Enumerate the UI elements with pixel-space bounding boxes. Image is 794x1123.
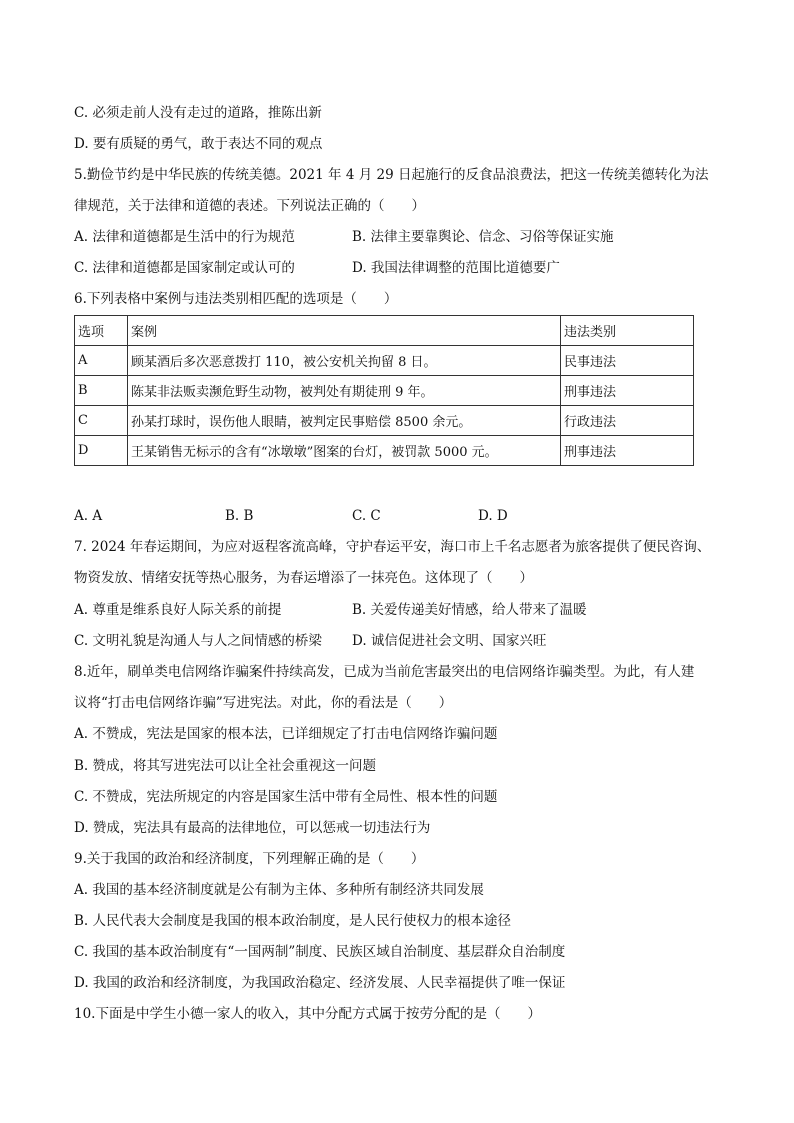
- table-header-cell: 违法类别: [561, 316, 694, 346]
- q5-option-a: A. 法律和道德都是生活中的行为规范: [74, 229, 295, 245]
- q6-options-row: [74, 506, 724, 526]
- table-header-row: [75, 316, 694, 346]
- q5-option-b: B. 法律主要靠舆论、信念、习俗等保证实施: [352, 229, 614, 245]
- table-header-cell: 案例: [128, 316, 561, 346]
- q9-option-a: A. 我国的基本经济制度就是公有制为主体、多种所有制经济共同发展: [74, 882, 484, 898]
- q4-option-d: D. 要有质疑的勇气，敢于表达不同的观点: [74, 136, 323, 152]
- q5-options-row-1: [74, 227, 724, 247]
- q6-case-table: [74, 315, 694, 466]
- q5-stem-line-1: 5.勤俭节约是中华民族的传统美德。2021 年 4 月 29 日起施行的反食品浪费法，把这一传统美德转化为法: [74, 167, 709, 183]
- q6-option-c: C. C: [352, 508, 381, 524]
- table-row: [75, 376, 694, 406]
- q10-stem: 10.下面是中学生小德一家人的收入，其中分配方式属于按劳分配的是（ ）: [74, 1006, 541, 1022]
- table-cell-case: 顾某酒后多次恶意拨打 110，被公安机关拘留 8 日。: [128, 346, 561, 376]
- q6-option-b: B. B: [225, 508, 254, 524]
- q8-stem-line-2: 议将“打击电信网络诈骗”写进宪法。对此，你的看法是（ ）: [74, 695, 453, 711]
- table-cell-category: 行政违法: [561, 406, 694, 436]
- q7-stem-line-1: 7. 2024 年春运期间，为应对返程客流高峰，守护春运平安，海口市上千名志愿者为旅客提供了便民咨询、: [74, 539, 711, 555]
- q7-option-a: A. 尊重是维系良好人际关系的前提: [74, 602, 282, 618]
- q5-options-row-2: [74, 258, 724, 278]
- table-cell-case: 陈某非法贩卖濒危野生动物，被判处有期徒刑 9 年。: [128, 376, 561, 406]
- q9-option-d: D. 我国的政治和经济制度，为我国政治稳定、经济发展、人民幸福提供了唯一保证: [74, 975, 566, 991]
- table-cell-option: A: [75, 346, 128, 376]
- q8-option-d: D. 赞成，宪法具有最高的法律地位，可以惩戒一切违法行为: [74, 820, 431, 836]
- q8-option-c: C. 不赞成，宪法所规定的内容是国家生活中带有全局性、根本性的问题: [74, 789, 498, 805]
- table-row: [75, 436, 694, 466]
- q7-option-c: C. 文明礼貌是沟通人与人之间情感的桥梁: [74, 633, 322, 649]
- q9-stem: 9.关于我国的政治和经济制度，下列理解正确的是（ ）: [74, 851, 425, 867]
- table-row: [75, 346, 694, 376]
- table-header-cell: 选项: [75, 316, 128, 346]
- table-row: [75, 406, 694, 436]
- table-cell-case: 王某销售无标示的含有“冰墩墩”图案的台灯，被罚款 5000 元。: [128, 436, 561, 466]
- q5-option-d: D. 我国法律调整的范围比道德要广: [352, 260, 560, 276]
- table-cell-option: C: [75, 406, 128, 436]
- table-cell-option: B: [75, 376, 128, 406]
- q5-stem-line-2: 律规范，关于法律和道德的表述。下列说法正确的（ ）: [74, 198, 425, 214]
- q7-options-row-2: [74, 631, 724, 651]
- q9-option-b: B. 人民代表大会制度是我国的根本政治制度，是人民行使权力的根本途径: [74, 913, 512, 929]
- q6-stem: 6.下列表格中案例与违法类别相匹配的选项是（ ）: [74, 291, 398, 307]
- table-cell-option: D: [75, 436, 128, 466]
- table-cell-category: 刑事违法: [561, 376, 694, 406]
- table-cell-case: 孙某打球时，误伤他人眼睛，被判定民事赔偿 8500 余元。: [128, 406, 561, 436]
- q7-options-row-1: [74, 600, 724, 620]
- q6-option-d: D. D: [478, 508, 508, 524]
- table-cell-category: 民事违法: [561, 346, 694, 376]
- q5-option-c: C. 法律和道德都是国家制定或认可的: [74, 260, 295, 276]
- q8-option-b: B. 赞成，将其写进宪法可以让全社会重视这一问题: [74, 758, 377, 774]
- q7-stem-line-2: 物资发放、情绪安抚等热心服务，为春运增添了一抹亮色。这体现了（ ）: [74, 570, 533, 586]
- q7-option-d: D. 诚信促进社会文明、国家兴旺: [352, 633, 547, 649]
- q8-option-a: A. 不赞成，宪法是国家的根本法，已详细规定了打击电信网络诈骗问题: [74, 726, 498, 742]
- q9-option-c: C. 我国的基本政治制度有“一国两制”制度、民族区域自治制度、基层群众自治制度: [74, 944, 566, 960]
- q8-stem-line-1: 8.近年，刷单类电信网络诈骗案件持续高发，已成为当前危害最突出的电信网络诈骗类型。为此，有人建: [74, 664, 695, 680]
- q6-option-a: A. A: [74, 508, 103, 524]
- q7-option-b: B. 关爱传递美好情感，给人带来了温暖: [352, 602, 587, 618]
- q4-option-c: C. 必须走前人没有走过的道路，推陈出新: [74, 105, 322, 121]
- table-cell-category: 刑事违法: [561, 436, 694, 466]
